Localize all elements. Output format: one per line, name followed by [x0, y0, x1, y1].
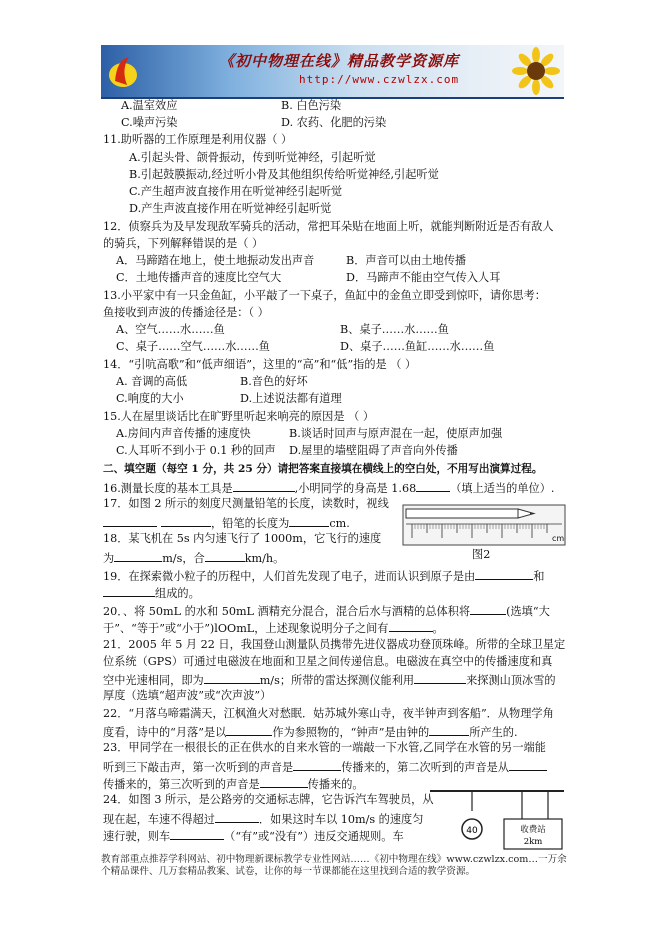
q24-line-3	[103, 828, 404, 844]
q20-text-c: 于”、“等于”或“小于”)lOOmL，上述现象说明分子之间有	[103, 622, 389, 635]
q23-line-1: 23．甲同学在一根很长的正在供水的自来水管的一端敲一下水管,乙同学在水管的另一端能	[103, 741, 546, 754]
q16-text-c: （填上适当的单位）.	[450, 482, 555, 495]
q23-text-2b: 传播来的，第二次听到的声音是从	[341, 761, 510, 774]
q17-text-c: cm.	[329, 517, 350, 530]
q23-blank-2[interactable]	[509, 759, 547, 771]
q10-option-b: B. 白色污染	[281, 99, 342, 112]
q19-blank-1[interactable]	[475, 568, 533, 580]
q16-text-b: ,小明同学的身高是 1.68	[294, 482, 417, 495]
q17-blank-2[interactable]	[289, 515, 329, 527]
q11-option-d: D.产生声波直接作用在听觉神经引起听觉	[129, 202, 332, 215]
q17-line-2	[103, 515, 350, 531]
q22-blank-2[interactable]	[429, 724, 469, 736]
q10-option-c: C.噪声污染	[121, 116, 178, 129]
q19-text-c: 组成的。	[155, 587, 200, 600]
q21-text-3b: m/s；所带的雷达探测仪能利用	[259, 674, 415, 687]
q17-text-b: ，铅笔的长度为	[211, 517, 290, 530]
q21-blank-2[interactable]	[414, 672, 466, 684]
q24-blank-1[interactable]	[215, 811, 259, 823]
q13-stem-1: 13.小平家中有一只金鱼缸，小平敲了一下桌子，鱼缸中的金鱼立即受到惊吓，请你思考：	[103, 289, 546, 302]
q21-line-1: 21．2005 年 5 月 22 日，我国登山测量队员携带先进仪器成功登顶珠峰。所带的全球卫星定	[103, 638, 566, 651]
q23-line-2	[103, 759, 547, 775]
footer-line-1: 教育部重点推荐学科网站、初中物理新课标教学专业性网站……《初中物理在线》www.czwlzx.com…一万余	[101, 854, 567, 865]
q21-line-3	[103, 672, 556, 688]
q22-text-2b: 作为参照物的，“钟声”是由钟的	[272, 726, 430, 739]
q18-line-1: 18．某飞机在 5s 内匀速飞行了 1000m，它飞行的速度	[103, 532, 382, 545]
q22-line-1: 22．“月落乌啼霜满天，江枫渔火对愁眠．姑苏城外寒山寺，夜半钟声到客船”．从物理学角	[103, 707, 554, 720]
q15-option-a: A.房间内声音传播的速度快	[116, 427, 251, 440]
q13-stem-2: 鱼接收到声波的传播途径是：（ ）	[103, 306, 269, 319]
q18-blank-2[interactable]	[205, 550, 245, 562]
site-logo-icon	[107, 51, 141, 91]
q23-blank-3[interactable]	[260, 776, 308, 788]
q23-text-3b: 传播来的。	[307, 778, 364, 791]
figure-2-caption: 图2	[472, 548, 491, 561]
q19-text-b: 和	[533, 570, 545, 583]
q15-stem: 15.人在屋里谈话比在旷野里听起来响亮的原因是 （ ）	[103, 410, 375, 423]
q18-text-d: km/h。	[244, 552, 285, 565]
q17-blank-1a[interactable]	[103, 515, 157, 527]
header-banner	[101, 45, 564, 99]
q20-line-2	[103, 620, 444, 636]
toll-station-label: 收费站	[520, 825, 546, 835]
q22-text-2a: 度看，诗中的“月落”是以	[103, 726, 227, 739]
q20-blank-2[interactable]	[389, 620, 433, 632]
q22-text-2c: 所产生的.	[469, 726, 518, 739]
q20-text-b: (选填“大	[506, 605, 550, 618]
q19-line-2	[103, 585, 200, 601]
figure-2-unit-label: cm	[552, 534, 565, 543]
q21-blank-1[interactable]	[204, 672, 260, 684]
q12-option-d: D．马蹄声不能由空气传入人耳	[346, 271, 501, 284]
q18-blank-1[interactable]	[114, 550, 162, 562]
q15-option-c: C.人耳听不到小于 0.1 秒的回声	[116, 444, 276, 457]
q20-blank-1[interactable]	[470, 603, 506, 615]
q20-line-1	[103, 603, 550, 619]
q10-option-d: D. 农药、化肥的污染	[281, 116, 387, 129]
sunflower-icon	[512, 47, 560, 95]
q21-line-2: 位系统（GPS）可通过电磁波在地面和卫星之间传递信息。电磁波在真空中的传播速度和真	[103, 655, 553, 668]
speed-limit-value: 40	[466, 826, 478, 836]
q16-blank-1[interactable]	[233, 480, 295, 492]
q24-text-2a: 现在起，车速不得超过	[103, 813, 215, 826]
q16-text-a: 16.测量长度的基本工具是	[103, 482, 233, 495]
q19-blank-2[interactable]	[103, 585, 155, 597]
q18-line-2	[103, 550, 284, 566]
q23-text-2a: 听到三下敲击声，第一次听到的声音是	[103, 761, 294, 774]
q14-stem: 14．“引吭高歌”和“低声细语”，这里的“高”和“低”指的是 （ ）	[103, 358, 417, 371]
q12-option-a: A．马蹄踏在地上，使土地振动发出声音	[116, 254, 315, 267]
q13-option-c: C、桌子……空气……水……鱼	[116, 340, 270, 353]
toll-station-distance: 2km	[523, 837, 543, 847]
q22-blank-1[interactable]	[226, 724, 272, 736]
q24-blank-2[interactable]	[170, 828, 224, 840]
q24-line-1: 24．如图 3 所示，是公路旁的交通标志牌，它告诉汽车驾驶员，从	[103, 793, 434, 806]
q24-line-2	[103, 811, 423, 827]
q11-option-b: B.引起鼓膜振动,经过听小骨及其他组织传给听觉神经,引起听觉	[129, 168, 439, 181]
q23-text-3a: 传播来的，第三次听到的声音是	[103, 778, 260, 791]
q19-line-1	[103, 568, 544, 584]
q11-option-c: C.产生超声波直接作用在听觉神经引起听觉	[129, 185, 343, 198]
section-2-heading: 二、填空题（每空 1 分，共 25 分）请把答案直接填在横线上的空白处，不用写出演算过程。	[103, 463, 543, 475]
q12-option-b: B．声音可以由土地传播	[346, 254, 467, 267]
q14-option-c: C.响度的大小	[116, 392, 184, 405]
q18-text-c: m/s，合	[162, 552, 205, 565]
q23-blank-1[interactable]	[293, 759, 341, 771]
q17-line-1: 17．如图 2 所示的刻度尺测量铅笔的长度，读数时，视线	[103, 497, 389, 510]
q14-option-b: B.音色的好坏	[240, 375, 308, 388]
figure-3-traffic-sign	[430, 789, 564, 853]
q22-line-2	[103, 724, 518, 740]
q11-stem: 11.助听器的工作原理是利用仪器（ ）	[103, 133, 293, 146]
q12-stem-2: 的骑兵，下列解释错误的是（ ）	[103, 237, 264, 250]
q13-option-b: B、桌子……水……鱼	[340, 323, 449, 336]
q24-text-3a: 速行驶，则车	[103, 830, 171, 843]
q12-option-c: C．土地传播声音的速度比空气大	[116, 271, 282, 284]
q23-line-3	[103, 776, 364, 792]
q24-text-3b: （“有”或“没有”）违反交通规则。车	[224, 830, 404, 843]
q15-option-d: D.屋里的墙壁阻碍了声音向外传播	[289, 444, 458, 457]
q14-option-a: A. 音调的高低	[116, 375, 188, 388]
q11-option-a: A.引起头骨、颌骨振动，传到听觉神经，引起听觉	[129, 151, 376, 164]
footer-line-2: 个精品课件、几万套精品教案、试卷，让你的每一节课都能在这里找到合适的教学资源。	[101, 866, 476, 877]
q15-option-b: B.谈话时回声与原声混在一起，使原声加强	[289, 427, 503, 440]
q20-text-d: 。	[432, 622, 444, 635]
figure-2-ruler	[402, 504, 566, 546]
q13-option-d: D、桌子……鱼缸……水……鱼	[340, 340, 495, 353]
q12-stem-1: 12．侦察兵为及早发现敌军骑兵的活动，常把耳朵贴在地面上听，就能判断附近是否有敌人	[103, 220, 554, 233]
q16-blank-2[interactable]	[416, 480, 450, 492]
header-url[interactable]: http://www.czwlzx.com	[299, 73, 460, 86]
q13-option-a: A、空气……水……鱼	[116, 323, 225, 336]
q20-text-a: 20．、将 50mL 的水和 50mL 酒精充分混合，混合后水与酒精的总体积将	[103, 605, 471, 618]
q21-text-3a: 空中光速相同，即为	[103, 674, 204, 687]
q16-line	[103, 480, 554, 496]
q19-text-a: 19．在探索微小粒子的历程中，人们首先发现了电子，进而认识到原子是由	[103, 570, 476, 583]
q18-text-b: 为	[103, 552, 115, 565]
q10-option-a: A.温室效应	[121, 99, 178, 112]
header-title: 《初中物理在线》精品教学资源库	[219, 52, 460, 70]
q24-text-2b: ．如果这时车以 10m/s 的速度匀	[258, 813, 424, 826]
q21-line-4: 厚度（选填“超声波”或“次声波”）	[103, 689, 272, 702]
q14-option-d: D.上述说法都有道理	[240, 392, 342, 405]
page-footer	[101, 854, 567, 878]
q17-blank-1b[interactable]	[161, 515, 211, 527]
q21-text-3c: 来探测山顶冰雪的	[466, 674, 556, 687]
